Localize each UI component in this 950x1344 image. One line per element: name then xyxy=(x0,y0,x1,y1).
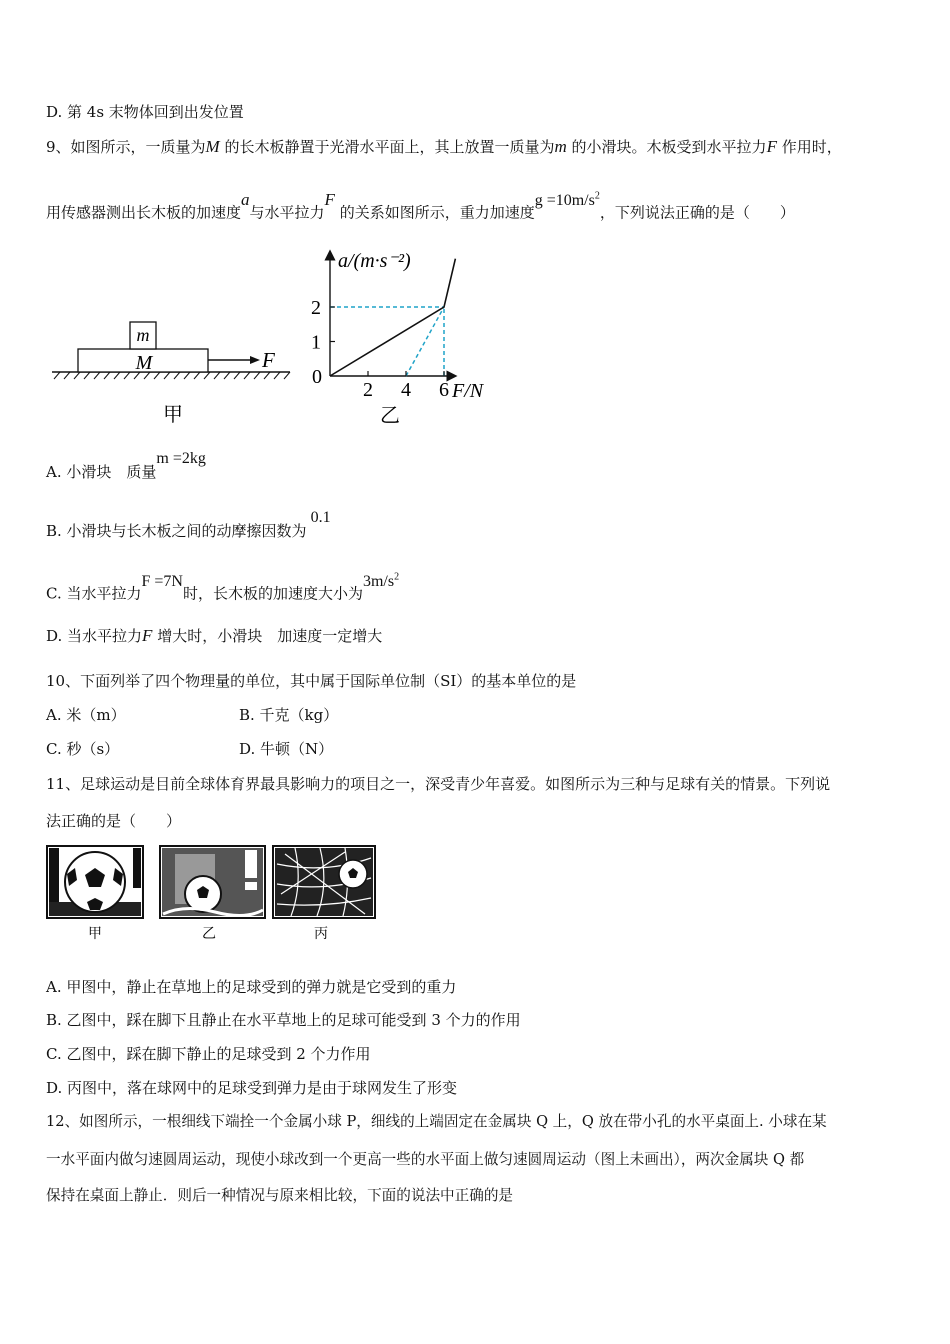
q12-line1: 12、如图所示，一根细线下端拴一个金属小球 P，细线的上端固定在金属块 Q 上，Q 放在带小孔的水平桌面上. 小球在某 xyxy=(46,1113,827,1130)
q11-option-a: A. 甲图中，静止在草地上的足球受到的弹力就是它受到的重力 xyxy=(46,978,457,996)
board-label-M: M xyxy=(135,352,153,374)
ground-hatch xyxy=(54,372,290,379)
q9-stem-text: 用传感器测出长木板的加速度 xyxy=(46,203,242,222)
option-text: 增大时，小滑块 加速度一定增大 xyxy=(152,627,383,645)
q9-var-F: F xyxy=(324,190,335,210)
q9-option-b xyxy=(46,509,331,542)
q11-stem-line1: 11、足球运动是目前全球体育界最具影响力的项目之一，深受青少年喜爱。如图所示为三种与足球有关的情景。下列说 xyxy=(46,775,831,793)
x-tick-label: 6 xyxy=(439,379,449,401)
q9-stem-text: 作用时， xyxy=(776,138,842,156)
image-yi xyxy=(160,846,265,918)
q12-line3: 保持在桌面上静止．则后一种情况与原来相比较，下面的说法中正确的是 xyxy=(46,1187,514,1204)
q9-figure-yi-graph xyxy=(300,240,510,435)
q9-var-M: M xyxy=(205,137,220,156)
q9-var-m: m xyxy=(554,137,567,156)
option-math-exp: 2 xyxy=(394,572,400,583)
option-text: D. 当水平拉力 xyxy=(46,627,143,645)
q9-option-d xyxy=(46,626,382,646)
q9-stem-line2 xyxy=(46,190,795,223)
q9-option-a xyxy=(46,450,206,483)
option-text: A. 小滑块 质量 xyxy=(46,463,157,481)
caption-jia: 甲 xyxy=(88,927,102,942)
option-math: F =7N xyxy=(141,573,183,591)
fig-jia-caption: 甲 xyxy=(163,404,183,426)
option-text: B. 小滑块与长木板之间的动摩擦因数为 xyxy=(46,522,307,540)
y-tick-label: 1 xyxy=(311,331,321,354)
q9-stem-text: 的长木板静置于光滑水平面上，其上放置一质量为 xyxy=(219,138,555,156)
q9-stem-text: ，下列说法正确的是（ ） xyxy=(599,203,795,222)
caption-yi: 乙 xyxy=(202,927,216,942)
option-math: F xyxy=(142,626,153,645)
fig-yi-caption: 乙 xyxy=(380,405,400,427)
q9-var-a: a xyxy=(241,190,250,210)
q9-stem-text: 9、如图所示，一质量为 xyxy=(46,138,206,156)
q9-stem-text: 的小滑块。木板受到水平拉力 xyxy=(566,138,767,156)
q9-gravity-exp: 2 xyxy=(594,191,600,202)
option-text: C. 当水平拉力 xyxy=(46,584,142,603)
image-jia xyxy=(47,846,143,918)
force-arrowhead xyxy=(250,356,260,364)
x-tick-label: 4 xyxy=(401,379,411,401)
x-tick-label: 2 xyxy=(363,379,373,401)
origin-label: 0 xyxy=(312,366,322,388)
q10-option-d: D. 牛顿（N） xyxy=(239,740,334,758)
q10-option-b: B. 千克（kg） xyxy=(239,706,339,724)
option-math: m =2kg xyxy=(156,450,206,467)
force-label-F: F xyxy=(262,348,275,372)
q9-var-F: F xyxy=(766,137,777,156)
q9-option-c xyxy=(46,572,400,604)
q11-stem-line2: 法正确的是（ ） xyxy=(46,812,182,830)
y-axis-label: a/(m·s⁻²) xyxy=(338,250,411,272)
dashed-guide-2 xyxy=(406,307,444,376)
q10-option-a: A. 米（m） xyxy=(46,706,126,724)
q11-option-d: D. 丙图中，落在球网中的足球受到弹力是由于球网发生了形变 xyxy=(46,1079,458,1097)
q8-option-d: D. 第 4s 末物体回到出发位置 xyxy=(46,103,244,121)
option-math-value: 3m/s xyxy=(362,573,395,591)
option-math: 0.1 xyxy=(310,509,331,526)
series-line-0 xyxy=(330,259,455,376)
q9-gravity xyxy=(535,192,600,209)
q9-figure-jia xyxy=(48,315,298,430)
q12-line2: 一水平面内做匀速圆周运动，现使小球改到一个更高一些的水平面上做匀速圆周运动（图上未画出），两次金属块 Q 都 xyxy=(46,1151,805,1168)
q9-stem-text: 的关系如图所示，重力加速度 xyxy=(334,203,535,222)
image-bing xyxy=(273,846,375,918)
y-tick-label: 2 xyxy=(311,297,321,319)
caption-bing: 丙 xyxy=(314,927,328,942)
q9-stem-line1 xyxy=(46,137,842,157)
q9-gravity-value: g =10m/s xyxy=(534,192,595,210)
q10-stem: 10、下面列举了四个物理量的单位，其中属于国际单位制（SI）的基本单位的是 xyxy=(46,672,577,690)
option-math xyxy=(363,573,399,590)
q10-option-c: C. 秒（s） xyxy=(46,740,120,758)
q11-option-b: B. 乙图中，踩在脚下且静止在水平草地上的足球可能受到 3 个力的作用 xyxy=(46,1011,521,1029)
x-axis-label: F/N xyxy=(452,380,484,402)
q9-stem-text: 与水平拉力 xyxy=(249,203,325,222)
block-label-m: m xyxy=(136,325,150,345)
q11-option-c: C. 乙图中，踩在脚下静止的足球受到 2 个力作用 xyxy=(46,1045,371,1063)
q11-football-images xyxy=(45,844,380,944)
option-text: 时，长木板的加速度大小为 xyxy=(182,584,363,603)
